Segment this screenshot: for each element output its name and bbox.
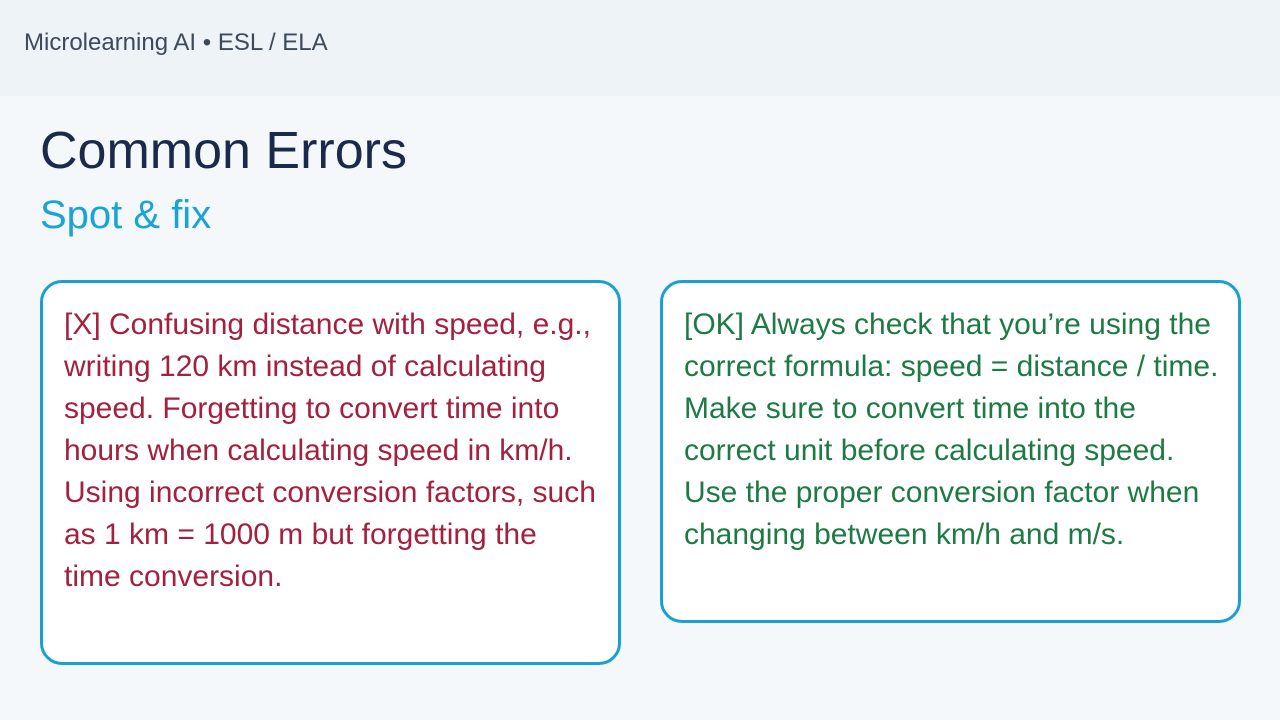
header-bar: [0, 0, 1280, 96]
ok-card-text: [OK] Always check that you’re using the correct formula: speed = distance / time. Make sure to convert time into the correct unit before calculating speed. Use the proper conversion factor when changing between km/h and m/s.: [684, 308, 1219, 551]
ok-card: [660, 280, 1241, 623]
error-card-text: [X] Confusing distance with speed, e.g., writing 120 km instead of calculating speed. Forgetting to convert time into hours when calculating speed in km/h. Using incorrect conversion factors, such as 1 km = 1000 m but forgetting the time conversion.: [64, 308, 596, 593]
slide-subtitle: Spot & fix: [40, 193, 212, 237]
brand-label: Microlearning AI • ESL / ELA: [24, 29, 328, 56]
error-card: [40, 280, 621, 665]
slide-title: Common Errors: [40, 122, 407, 180]
